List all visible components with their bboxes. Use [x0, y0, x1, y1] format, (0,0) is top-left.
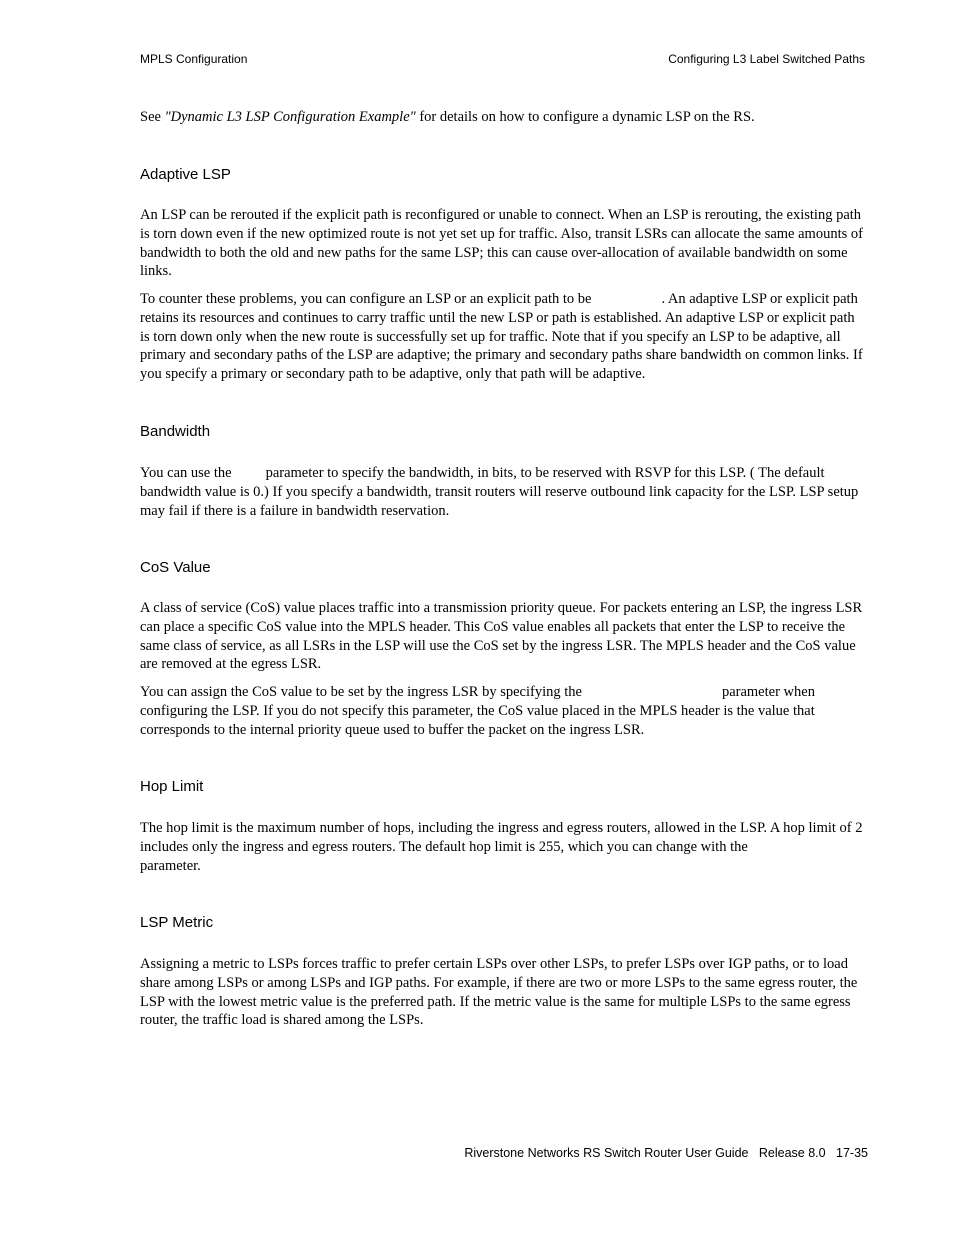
section-heading-lsp-metric: LSP Metric	[140, 914, 214, 931]
example-link[interactable]: "Dynamic L3 LSP Configuration Example"	[164, 109, 416, 125]
running-footer: Riverstone Networks RS Switch Router User Guide Release 8.0 17-35	[464, 1146, 868, 1160]
adaptive-paragraph-1: An LSP can be rerouted if the explicit path is reconfigured or unable to connect. When an LSP is rerouting, the existing path is torn down even if the new optimized route is not yet set up for traffic. Also, transit LSRs can allocate the same amounts of bandwidth to both the old and new paths for the same LSP; this can cause over-allocation of available bandwidth on some links.	[140, 207, 863, 280]
hop-p1-pre: The hop limit is the maximum number of hops, including the ingress and egress routers, allowed in the LSP. A hop limit of 2 includes only the ingress and egress routers. The default hop limit is 255, which you can change with the	[140, 820, 863, 855]
bandwidth-paragraph	[140, 464, 867, 520]
lsp-metric-paragraph: Assigning a metric to LSPs forces traffic to prefer certain LSPs over other LSPs, to prefer LSPs over IGP paths, or to load share among LSPs or among LSPs and IGP paths. For example, if there are two or more LSPs to the same egress router, the LSP with the lowest metric value is the preferred path. If the metric value is the same for multiple LSPs to the same egress router, the traffic load is shared among the LSPs.	[140, 956, 858, 1029]
adaptive-p2-pre: To counter these problems, you can configure an LSP or an explicit path to be	[140, 291, 592, 307]
intro-text-post: for details on how to configure a dynamic LSP on the RS.	[415, 109, 755, 125]
bandwidth-p1-pre: You can use the	[140, 465, 232, 481]
section-heading-bandwidth: Bandwidth	[140, 423, 211, 440]
cos-paragraph-2	[140, 683, 867, 739]
adaptive-paragraph-2	[140, 290, 867, 384]
bandwidth-p1-post: parameter to specify the bandwidth, in bits, to be reserved with RSVP for this LSP. ( The default bandwidth value is 0.) If you specify a bandwidth, transit routers will reserve outbound link capacity for the LSP. LSP setup may fail if there is a failure in bandwidth reservation.	[140, 465, 859, 519]
section-heading-adaptive-lsp: Adaptive LSP	[140, 166, 231, 183]
cos-p2-pre: You can assign the CoS value to be set by the ingress LSR by specifying the	[140, 684, 582, 700]
cos-p2-post: parameter when configuring the LSP. If you do not specify this parameter, the CoS value placed in the MPLS header is the value that corresponds to the internal priority queue used to buffer the packet on the ingress LSR.	[140, 684, 815, 738]
running-header-right: Configuring L3 Label Switched Paths	[668, 52, 865, 66]
section-heading-cos-value: CoS Value	[140, 559, 211, 576]
hop-p1-post: parameter.	[140, 857, 201, 874]
intro-paragraph	[140, 108, 867, 127]
section-heading-hop-limit: Hop Limit	[140, 778, 204, 795]
hop-limit-paragraph	[140, 819, 867, 875]
cos-paragraph-1: A class of service (CoS) value places traffic into a transmission priority queue. For packets entering an LSP, the ingress LSR can place a specific CoS value into the MPLS header. This CoS value enables all packets that enter the LSP to receive the same class of service, as all LSRs in the LSP will use the CoS set by the ingress LSR. The MPLS header and the CoS value are removed at the egress LSR.	[140, 600, 863, 673]
intro-text-pre: See	[140, 109, 165, 125]
adaptive-p2-post: . An adaptive LSP or explicit path retains its resources and continues to carry traffic until the new LSP or path is established. An adaptive LSP or explicit path is torn down only when the new route is successfully set up for traffic. Note that if you specify an LSP to be adaptive, all primary and secondary paths of the LSP are adaptive; the primary and secondary paths share bandwidth on common links. If you specify a primary or secondary path to be adaptive, only that path will be adaptive.	[140, 291, 863, 383]
running-header-left: MPLS Configuration	[140, 52, 248, 66]
